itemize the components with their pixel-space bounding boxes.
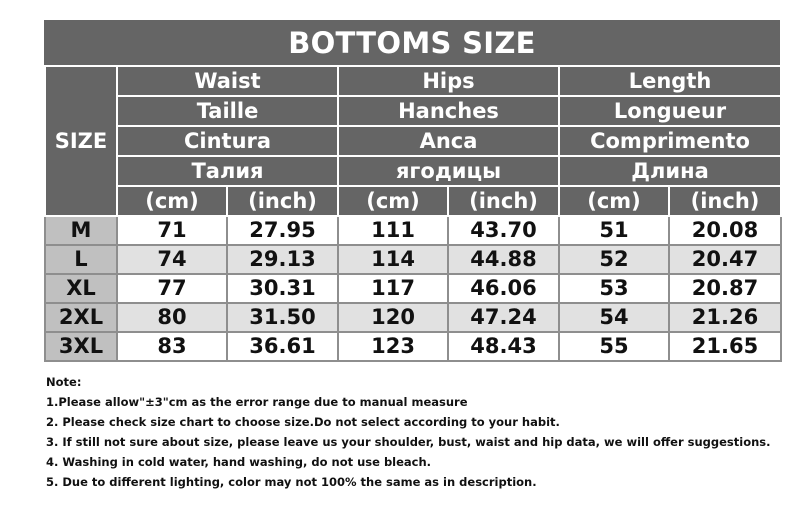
- size-cell: M: [45, 216, 117, 245]
- hips-cm-cell: 114: [338, 245, 448, 274]
- hips-label-en: Hips: [338, 66, 559, 96]
- header-row-4: [45, 156, 781, 186]
- waist-cm-cell: 71: [117, 216, 227, 245]
- hips-cm-cell: 111: [338, 216, 448, 245]
- length-cm-cell: 53: [559, 274, 669, 303]
- unit-inch: (inch): [669, 186, 781, 216]
- waist-inch-cell: 29.13: [227, 245, 338, 274]
- size-cell: L: [45, 245, 117, 274]
- waist-label-fr: Taille: [117, 96, 338, 126]
- waist-cm-cell: 77: [117, 274, 227, 303]
- waist-inch-cell: 27.95: [227, 216, 338, 245]
- hips-label-ru: ягодицы: [338, 156, 559, 186]
- waist-cm-cell: 83: [117, 332, 227, 361]
- note-item: 4. Washing in cold water, hand washing, do not use bleach.: [46, 455, 432, 469]
- waist-label-ru: Талия: [117, 156, 338, 186]
- length-label-en: Length: [559, 66, 781, 96]
- waist-inch-cell: 30.31: [227, 274, 338, 303]
- length-inch-cell: 21.65: [669, 332, 781, 361]
- header-row-3: [45, 126, 781, 156]
- length-cm-cell: 55: [559, 332, 669, 361]
- hips-cm-cell: 120: [338, 303, 448, 332]
- header-row-2: [45, 96, 781, 126]
- note-item: 2. Please check size chart to choose size.Do not select according to your habit.: [46, 415, 560, 429]
- waist-cm-cell: 80: [117, 303, 227, 332]
- length-cm-cell: 52: [559, 245, 669, 274]
- unit-cm: (cm): [559, 186, 669, 216]
- table-row: [45, 303, 781, 332]
- hips-inch-cell: 44.88: [448, 245, 559, 274]
- length-label-fr: Longueur: [559, 96, 781, 126]
- note-item: 5. Due to different lighting, color may not 100% the same as in description.: [46, 475, 537, 489]
- waist-inch-cell: 36.61: [227, 332, 338, 361]
- hips-inch-cell: 48.43: [448, 332, 559, 361]
- note-item: 1.Please allow"±3"cm as the error range due to manual measure: [46, 395, 468, 409]
- notes-heading: Note:: [46, 375, 82, 389]
- table-row: [45, 245, 781, 274]
- length-inch-cell: 20.47: [669, 245, 781, 274]
- hips-label-pt: Anca: [338, 126, 559, 156]
- units-row: [45, 186, 781, 216]
- header-row-1: [45, 66, 781, 96]
- length-label-ru: Длина: [559, 156, 781, 186]
- unit-inch: (inch): [227, 186, 338, 216]
- size-chart-table: [44, 65, 782, 362]
- table-row: [45, 216, 781, 245]
- waist-label-pt: Cintura: [117, 126, 338, 156]
- hips-inch-cell: 46.06: [448, 274, 559, 303]
- waist-inch-cell: 31.50: [227, 303, 338, 332]
- waist-label-en: Waist: [117, 66, 338, 96]
- chart-title: BOTTOMS SIZE: [44, 20, 780, 65]
- unit-cm: (cm): [338, 186, 448, 216]
- hips-inch-cell: 43.70: [448, 216, 559, 245]
- length-inch-cell: 20.08: [669, 216, 781, 245]
- size-cell: 2XL: [45, 303, 117, 332]
- unit-cm: (cm): [117, 186, 227, 216]
- hips-cm-cell: 123: [338, 332, 448, 361]
- hips-inch-cell: 47.24: [448, 303, 559, 332]
- size-column-header: SIZE: [45, 66, 117, 216]
- hips-label-fr: Hanches: [338, 96, 559, 126]
- table-row: [45, 332, 781, 361]
- note-item: 3. If still not sure about size, please leave us your shoulder, bust, waist and hip data, we will offer suggestions.: [46, 435, 771, 449]
- length-label-pt: Comprimento: [559, 126, 781, 156]
- notes-section: [46, 372, 786, 492]
- table-row: [45, 274, 781, 303]
- length-cm-cell: 54: [559, 303, 669, 332]
- hips-cm-cell: 117: [338, 274, 448, 303]
- size-cell: 3XL: [45, 332, 117, 361]
- waist-cm-cell: 74: [117, 245, 227, 274]
- length-cm-cell: 51: [559, 216, 669, 245]
- size-cell: XL: [45, 274, 117, 303]
- length-inch-cell: 21.26: [669, 303, 781, 332]
- unit-inch: (inch): [448, 186, 559, 216]
- length-inch-cell: 20.87: [669, 274, 781, 303]
